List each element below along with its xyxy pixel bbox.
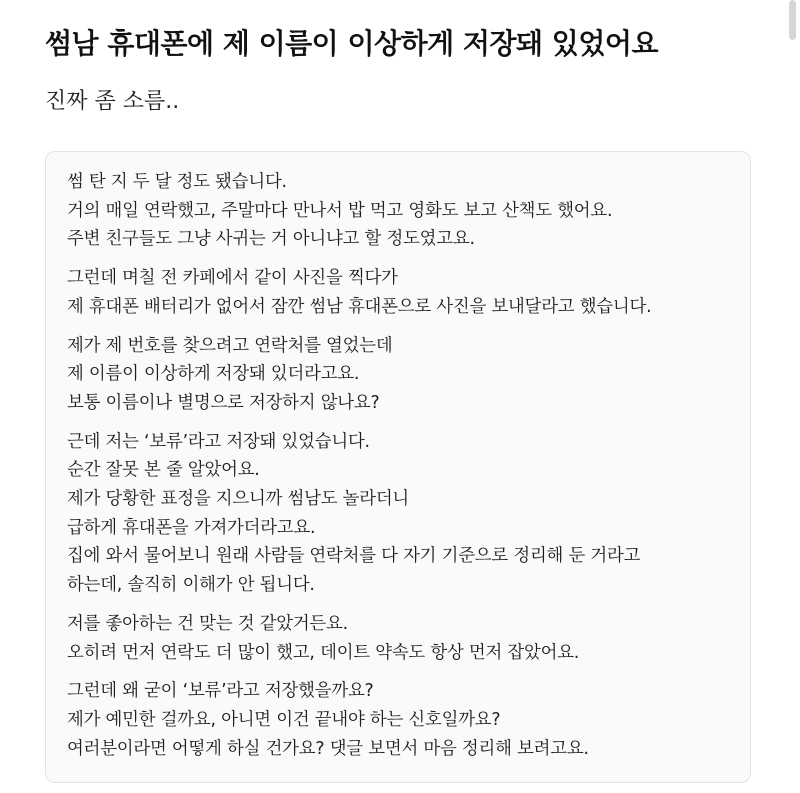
post-body-box <box>45 151 751 783</box>
body-line: 제가 예민한 걸까요, 아니면 이건 끝내야 하는 신호일까요? <box>67 709 501 730</box>
body-line: 보통 이름이나 별명으로 저장하지 않나요? <box>67 392 380 413</box>
body-line: 하는데, 솔직히 이해가 안 됩니다. <box>67 575 315 596</box>
body-line: 집에 와서 물어보니 원래 사람들 연락처를 다 자기 기준으로 정리해 둔 거라고 <box>67 546 641 567</box>
body-paragraph-2 <box>67 264 730 321</box>
body-line: 오히려 먼저 연락도 더 많이 했고, 데이트 약속도 항상 먼저 잡았어요. <box>67 642 580 663</box>
body-line: 근데 저는 ‘보류’라고 저장돼 있었습니다. <box>67 431 370 452</box>
body-paragraph-1 <box>67 168 730 254</box>
scrollbar-thumb[interactable] <box>789 0 796 40</box>
body-paragraph-3 <box>67 332 730 418</box>
post-title: 썸남 휴대폰에 제 이름이 이상하게 저장돼 있었어요 <box>45 27 658 60</box>
body-line: 제 이름이 이상하게 저장돼 있더라고요. <box>67 364 360 385</box>
body-paragraph-5 <box>67 610 730 667</box>
body-paragraph-6 <box>67 677 730 763</box>
body-line: 썸 탄 지 두 달 정도 됐습니다. <box>67 172 287 192</box>
body-paragraph-4 <box>67 428 730 600</box>
body-line: 제 휴대폰 배터리가 없어서 잠깐 썸남 휴대폰으로 사진을 보내달라고 했습니다. <box>67 296 652 317</box>
body-line: 주변 친구들도 그냥 사귀는 거 아니냐고 할 정도였고요. <box>67 229 475 250</box>
post-subtitle: 진짜 좀 소름.. <box>45 89 180 114</box>
body-line: 제가 당황한 표정을 지으니까 썸남도 놀라더니 <box>67 489 410 510</box>
body-line: 그런데 며칠 전 카페에서 같이 사진을 찍다가 <box>67 268 398 289</box>
body-line: 제가 제 번호를 찾으려고 연락처를 열었는데 <box>67 335 393 356</box>
body-line: 순간 잘못 본 줄 알았어요. <box>67 460 260 481</box>
body-line: 급하게 휴대폰을 가져가더라고요. <box>67 517 316 538</box>
body-line: 저를 좋아하는 건 맞는 것 같았거든요. <box>67 613 348 634</box>
body-line: 여러분이라면 어떻게 하실 건가요? 댓글 보면서 마음 정리해 보려고요. <box>67 738 589 759</box>
body-line: 거의 매일 연락했고, 주말마다 만나서 밥 먹고 영화도 보고 산책도 했어요. <box>67 200 613 221</box>
body-line: 그런데 왜 굳이 ‘보류’라고 저장했을까요? <box>67 681 374 702</box>
